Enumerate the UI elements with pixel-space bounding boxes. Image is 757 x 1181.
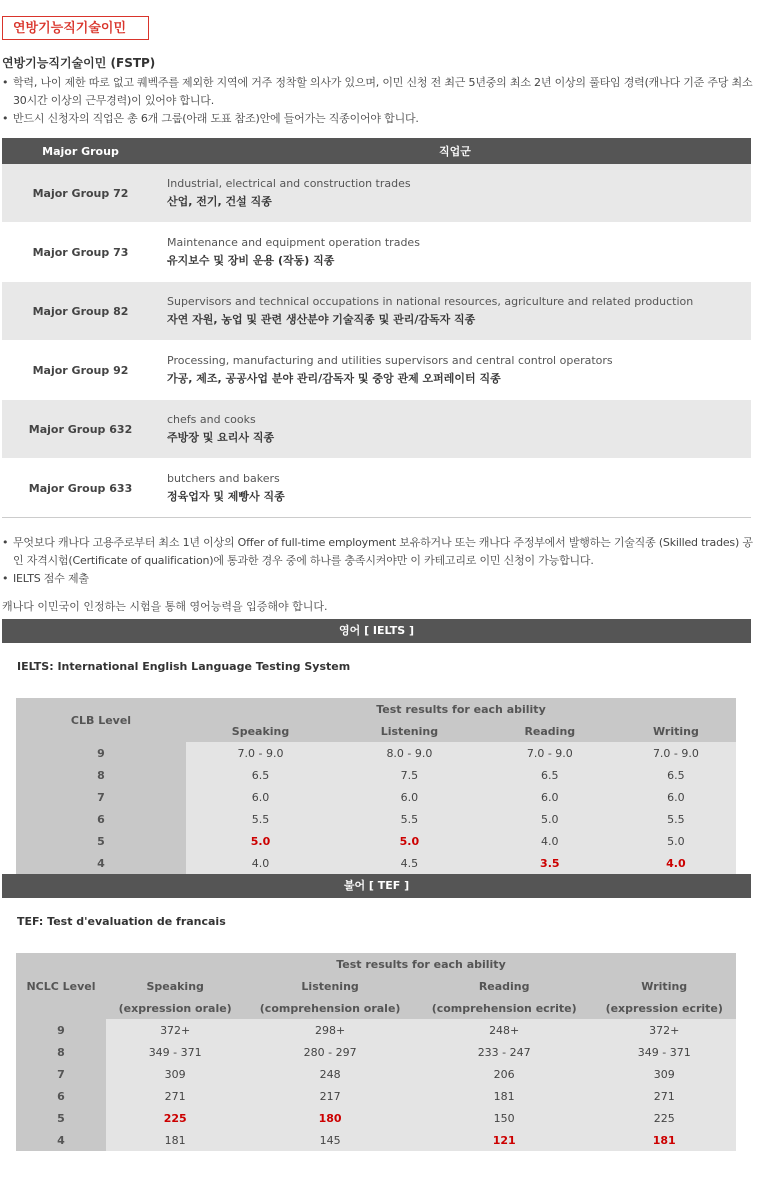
mid-bullets [2, 534, 754, 588]
top-bullets [2, 74, 754, 128]
score-cell: 225 [106, 1107, 244, 1129]
writing-sub-header: (expression ecrite) [592, 997, 736, 1019]
group-ko: 정육업자 및 제빵사 직종 [167, 490, 285, 503]
list-item: • 반드시 신청자의 직업은 총 6개 그룹(아래 도표 참조)안에 들어가는 직종이어야 합니다. [2, 112, 419, 125]
group-cell: Major Group 92 [2, 341, 159, 400]
score-cell: 6.0 [335, 786, 484, 808]
group-cell: Major Group 633 [2, 459, 159, 518]
group-cell: Major Group 82 [2, 282, 159, 341]
group-ko: 주방장 및 요리사 직종 [167, 431, 275, 444]
score-cell: 5.5 [186, 808, 335, 830]
ielts-table [16, 698, 736, 874]
score-cell: 372+ [106, 1019, 244, 1041]
level-cell: 7 [16, 1063, 106, 1085]
score-cell: 309 [106, 1063, 244, 1085]
listening-header: Listening [244, 975, 416, 997]
table-row [16, 742, 736, 764]
writing-header: Writing [616, 720, 736, 742]
group-en: butchers and bakers [167, 472, 280, 485]
english-note: 캐나다 이민국이 인정하는 시험을 통해 영어능력을 입증해야 합니다. [2, 600, 328, 613]
score-cell: 4.0 [616, 852, 736, 874]
group-en: Processing, manufacturing and utilities supervisors and central control operators [167, 354, 613, 367]
group-en: chefs and cooks [167, 413, 256, 426]
score-cell: 4.5 [335, 852, 484, 874]
score-cell: 298+ [244, 1019, 416, 1041]
table-row [2, 341, 751, 400]
tef-bar: 불어 [ TEF ] [2, 874, 751, 898]
level-cell: 7 [16, 786, 186, 808]
table-row [2, 400, 751, 459]
score-cell: 7.0 - 9.0 [484, 742, 616, 764]
level-cell: 4 [16, 1129, 106, 1151]
table-row [2, 164, 751, 223]
score-cell: 181 [592, 1129, 736, 1151]
score-cell: 4.0 [186, 852, 335, 874]
score-cell: 8.0 - 9.0 [335, 742, 484, 764]
table-row [2, 223, 751, 282]
score-cell: 180 [244, 1107, 416, 1129]
list-item: • IELTS 점수 제출 [2, 572, 89, 585]
group-ko: 유지보수 및 장비 운용 (작동) 직종 [167, 254, 335, 267]
level-cell: 5 [16, 830, 186, 852]
score-cell: 225 [592, 1107, 736, 1129]
level-cell: 8 [16, 1041, 106, 1063]
speaking-header: Speaking [106, 975, 244, 997]
score-cell: 7.5 [335, 764, 484, 786]
speaking-header: Speaking [186, 720, 335, 742]
score-cell: 248+ [416, 1019, 593, 1041]
table-row [16, 830, 736, 852]
score-cell: 271 [592, 1085, 736, 1107]
group-en: Industrial, electrical and construction trades [167, 177, 411, 190]
table-row [16, 1107, 736, 1129]
score-cell: 5.0 [335, 830, 484, 852]
score-cell: 349 - 371 [592, 1041, 736, 1063]
score-cell: 6.0 [616, 786, 736, 808]
score-cell: 181 [416, 1085, 593, 1107]
group-ko: 자연 자원, 농업 및 관련 생산분야 기술직종 및 관리/감독자 직종 [167, 313, 476, 326]
score-cell: 309 [592, 1063, 736, 1085]
group-cell: Major Group 73 [2, 223, 159, 282]
major-group-table [2, 138, 751, 518]
table-row [16, 764, 736, 786]
score-cell: 145 [244, 1129, 416, 1151]
score-cell: 5.0 [186, 830, 335, 852]
level-cell: 6 [16, 808, 186, 830]
reading-header: Reading [484, 720, 616, 742]
list-item: • 무엇보다 캐나다 고용주로부터 최소 1년 이상의 Offer of full-time employment 보유하거나 또는 캐나다 주정부에서 발행하는 기술직종 (Skilled trades) 공인 자격시험(Certificate of qualification)에 통과한 경우 중에 하나를 충족시켜야만 이 카테고리로 이민 신청이 가능합니다. [2, 536, 753, 567]
group-en: Maintenance and equipment operation trades [167, 236, 420, 249]
group-ko: 가공, 제조, 공공사업 분야 관리/감독자 및 중앙 관제 오퍼레이터 직종 [167, 372, 501, 385]
score-cell: 4.0 [484, 830, 616, 852]
table-row [16, 1085, 736, 1107]
ielts-bar: 영어 [ IELTS ] [2, 619, 751, 643]
major-group-header: Major Group [2, 138, 159, 164]
ability-header: Test results for each ability [186, 698, 736, 720]
ielts-subtitle: IELTS: International English Language Testing System [17, 660, 351, 673]
score-cell: 7.0 - 9.0 [616, 742, 736, 764]
level-cell: 9 [16, 742, 186, 764]
score-cell: 248 [244, 1063, 416, 1085]
score-cell: 150 [416, 1107, 593, 1129]
tef-subtitle: TEF: Test d'evaluation de francais [17, 915, 226, 928]
score-cell: 6.5 [186, 764, 335, 786]
score-cell: 206 [416, 1063, 593, 1085]
reading-sub-header: (comprehension ecrite) [416, 997, 593, 1019]
group-ko: 산업, 전기, 건설 직종 [167, 195, 272, 208]
level-cell: 6 [16, 1085, 106, 1107]
score-cell: 5.0 [616, 830, 736, 852]
group-cell: Major Group 632 [2, 400, 159, 459]
tef-table [16, 953, 736, 1151]
score-cell: 271 [106, 1085, 244, 1107]
score-cell: 217 [244, 1085, 416, 1107]
table-row [16, 808, 736, 830]
writing-header: Writing [592, 975, 736, 997]
clb-level-header: CLB Level [16, 698, 186, 742]
table-row [2, 282, 751, 341]
level-cell: 9 [16, 1019, 106, 1041]
reading-header: Reading [416, 975, 593, 997]
listening-sub-header: (comprehension orale) [244, 997, 416, 1019]
score-cell: 233 - 247 [416, 1041, 593, 1063]
table-row [16, 1063, 736, 1085]
ability-header: Test results for each ability [106, 953, 736, 975]
score-cell: 7.0 - 9.0 [186, 742, 335, 764]
table-row [16, 852, 736, 874]
score-cell: 349 - 371 [106, 1041, 244, 1063]
table-row [16, 786, 736, 808]
score-cell: 6.5 [484, 764, 616, 786]
table-row [2, 459, 751, 518]
score-cell: 372+ [592, 1019, 736, 1041]
table-row [16, 1129, 736, 1151]
score-cell: 280 - 297 [244, 1041, 416, 1063]
group-cell: Major Group 72 [2, 164, 159, 223]
score-cell: 5.0 [484, 808, 616, 830]
occupation-header: 직업군 [159, 138, 751, 164]
nclc-level-header: NCLC Level [16, 953, 106, 1019]
list-item: • 학력, 나이 제한 따로 없고 퀘벡주를 제외한 지역에 거주 정착할 의사가 있으며, 이민 신청 전 최근 5년중의 최소 2년 이상의 풀타임 경력(캐나다 기준 주당 최소 30시간 이상의 근무경력)이 있어야 합니다. [2, 76, 753, 107]
level-cell: 4 [16, 852, 186, 874]
table-row [16, 1019, 736, 1041]
score-cell: 3.5 [484, 852, 616, 874]
table-row [16, 1041, 736, 1063]
score-cell: 6.5 [616, 764, 736, 786]
listening-header: Listening [335, 720, 484, 742]
level-cell: 5 [16, 1107, 106, 1129]
score-cell: 121 [416, 1129, 593, 1151]
section-title: 연방기능직기술이민 (FSTP) [2, 56, 156, 70]
score-cell: 6.0 [186, 786, 335, 808]
score-cell: 6.0 [484, 786, 616, 808]
page-title: 연방기능직기술이민 [2, 16, 149, 40]
level-cell: 8 [16, 764, 186, 786]
group-en: Supervisors and technical occupations in national resources, agriculture and related production [167, 295, 694, 308]
score-cell: 181 [106, 1129, 244, 1151]
score-cell: 5.5 [335, 808, 484, 830]
speaking-sub-header: (expression orale) [106, 997, 244, 1019]
score-cell: 5.5 [616, 808, 736, 830]
